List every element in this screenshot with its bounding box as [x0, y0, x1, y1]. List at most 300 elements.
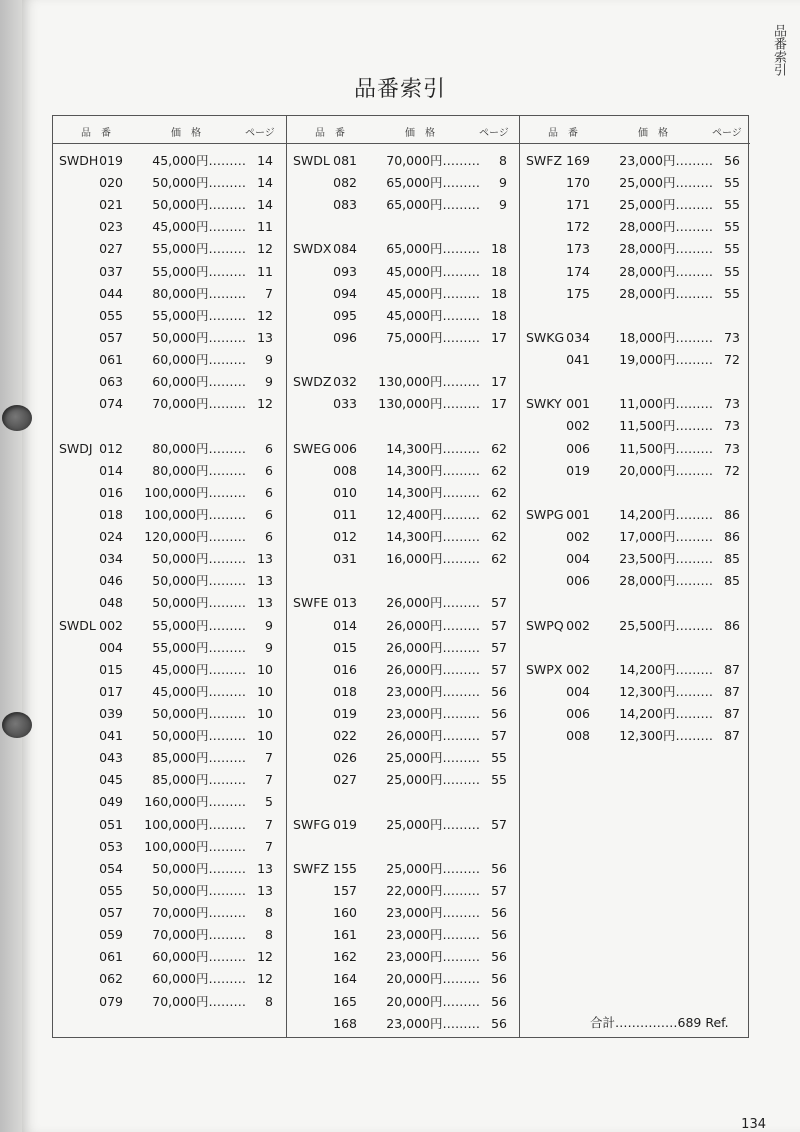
row-page: 12: [257, 971, 273, 987]
row-price: 23,000円………: [386, 1015, 480, 1031]
row-page: 85: [724, 573, 740, 589]
row-num: 055: [99, 307, 123, 323]
row-num: 053: [99, 838, 123, 854]
row-page: 14: [257, 175, 273, 191]
row-prefix: SWPG: [526, 506, 564, 522]
row-num: 013: [333, 595, 357, 611]
row-page: 56: [491, 1015, 507, 1031]
row-num: 174: [566, 263, 590, 279]
row-num: 041: [99, 728, 123, 744]
row-num: 010: [333, 484, 357, 500]
row-page: 62: [491, 462, 507, 478]
row-price: 11,500円………: [619, 418, 713, 434]
row-prefix: SWDL: [293, 153, 330, 168]
row-page: 9: [499, 197, 507, 213]
row-page: 12: [257, 241, 273, 257]
page-number: 134: [741, 1117, 766, 1132]
row-price: 50,000円………: [152, 573, 246, 589]
row-price: 120,000円………: [144, 529, 246, 545]
column-header: [53, 116, 286, 144]
index-row: [520, 195, 750, 215]
row-prefix: SWDZ: [293, 374, 332, 390]
row-num: 082: [333, 175, 357, 191]
index-row: [520, 262, 750, 282]
row-price: 55,000円………: [152, 263, 246, 279]
row-price: 50,000円………: [152, 551, 246, 567]
row-num: 043: [99, 750, 123, 766]
index-row: [520, 527, 750, 547]
index-row: [520, 461, 750, 481]
row-price: 25,500円………: [619, 617, 713, 633]
index-row: [53, 262, 286, 282]
row-num: 055: [99, 882, 123, 898]
row-price: 14,200円………: [619, 706, 713, 721]
row-num: 015: [333, 639, 357, 655]
index-row: [53, 284, 286, 304]
row-page: 17: [491, 374, 507, 390]
index-row: [287, 903, 519, 923]
index-row: [287, 239, 519, 259]
row-num: 004: [566, 551, 590, 567]
side-index-tab: 品番索引: [771, 24, 786, 76]
row-page: 9: [265, 352, 273, 368]
row-num: 157: [333, 882, 357, 898]
row-page: 17: [491, 329, 507, 345]
row-page: 55: [724, 175, 740, 191]
index-row: [287, 682, 519, 702]
row-num: 168: [333, 1015, 357, 1031]
row-num: 061: [99, 352, 123, 368]
row-page: 57: [491, 661, 507, 677]
row-num: 057: [99, 905, 123, 921]
row-num: 011: [333, 506, 357, 522]
row-page: 57: [491, 816, 507, 832]
row-page: 8: [499, 153, 507, 168]
row-price: 26,000円………: [386, 639, 480, 655]
row-price: 12,300円………: [619, 683, 713, 699]
row-num: 021: [99, 197, 123, 213]
row-num: 002: [566, 529, 590, 545]
index-row: [287, 173, 519, 193]
row-page: 87: [724, 706, 740, 721]
row-num: 015: [99, 661, 123, 677]
row-price: 23,000円………: [386, 683, 480, 699]
row-num: 051: [99, 816, 123, 832]
row-num: 044: [99, 285, 123, 301]
row-price: 50,000円………: [152, 706, 246, 721]
row-price: 28,000円………: [619, 285, 713, 301]
row-price: 65,000円………: [386, 175, 480, 191]
row-page: 18: [491, 285, 507, 301]
row-num: 062: [99, 971, 123, 987]
binder-hole: [2, 405, 32, 431]
row-price: 45,000円………: [152, 153, 246, 168]
row-page: 13: [257, 573, 273, 589]
row-page: 8: [265, 993, 273, 1009]
row-page: 62: [491, 529, 507, 545]
row-num: 027: [333, 772, 357, 788]
index-row: [287, 859, 519, 879]
index-row: [287, 328, 519, 348]
row-page: 7: [265, 750, 273, 766]
index-row: [53, 394, 286, 414]
row-num: 171: [566, 197, 590, 213]
index-row: [287, 969, 519, 989]
header-item: 品 番: [315, 128, 345, 139]
row-price: 60,000円………: [152, 949, 246, 965]
row-price: 45,000円………: [386, 285, 480, 301]
index-row: [53, 903, 286, 923]
row-page: 55: [724, 263, 740, 279]
index-row: [520, 726, 750, 746]
row-page: 62: [491, 551, 507, 567]
index-row: [53, 439, 286, 459]
row-price: 70,000円………: [152, 993, 246, 1009]
index-row: [287, 925, 519, 945]
row-page: 6: [265, 484, 273, 500]
row-num: 018: [333, 683, 357, 699]
row-price: 23,000円………: [386, 949, 480, 965]
row-num: 048: [99, 595, 123, 611]
index-row: [53, 726, 286, 746]
index-row: [287, 881, 519, 901]
row-page: 18: [491, 241, 507, 257]
row-num: 033: [333, 396, 357, 412]
index-row: [520, 284, 750, 304]
index-row: [287, 748, 519, 768]
grand-total: 合計……………689 Ref.: [590, 1015, 729, 1030]
index-row: [53, 239, 286, 259]
row-price: 23,000円………: [386, 706, 480, 721]
row-prefix: SWPQ: [526, 617, 564, 633]
row-page: 86: [724, 529, 740, 545]
row-price: 70,000円………: [386, 153, 480, 168]
index-row: [287, 195, 519, 215]
row-price: 12,400円………: [386, 506, 480, 522]
row-prefix: SWDH: [59, 153, 99, 168]
index-row: [520, 549, 750, 569]
row-price: 65,000円………: [386, 197, 480, 213]
index-row: [520, 505, 750, 525]
index-row: [520, 350, 750, 370]
row-price: 25,000円………: [619, 175, 713, 191]
row-price: 85,000円………: [152, 750, 246, 766]
row-num: 074: [99, 396, 123, 412]
row-price: 16,000円………: [386, 551, 480, 567]
row-price: 80,000円………: [152, 285, 246, 301]
index-row: [287, 704, 519, 724]
row-page: 72: [724, 352, 740, 368]
row-num: 006: [566, 573, 590, 589]
column-header: [520, 116, 750, 144]
header-price: 価 格: [638, 128, 668, 139]
row-num: 016: [333, 661, 357, 677]
row-page: 6: [265, 462, 273, 478]
row-num: 019: [333, 816, 357, 832]
row-num: 175: [566, 285, 590, 301]
row-price: 11,500円………: [619, 440, 713, 456]
row-price: 45,000円………: [386, 263, 480, 279]
row-page: 9: [265, 639, 273, 655]
row-num: 170: [566, 175, 590, 191]
row-num: 023: [99, 219, 123, 235]
row-page: 6: [265, 529, 273, 545]
row-price: 60,000円………: [152, 352, 246, 368]
index-row: [520, 151, 750, 171]
row-num: 014: [99, 462, 123, 478]
row-price: 14,300円………: [386, 484, 480, 500]
index-row: [287, 505, 519, 525]
index-row: [53, 483, 286, 503]
row-num: 160: [333, 905, 357, 921]
row-price: 50,000円………: [152, 595, 246, 611]
index-row: [287, 394, 519, 414]
index-row: [287, 992, 519, 1012]
index-row: [53, 859, 286, 879]
row-page: 14: [257, 197, 273, 213]
index-row: [520, 394, 750, 414]
row-page: 9: [265, 617, 273, 633]
row-price: 55,000円………: [152, 307, 246, 323]
index-row: [53, 372, 286, 392]
row-num: 164: [333, 971, 357, 987]
row-price: 20,000円………: [386, 993, 480, 1009]
row-num: 169: [566, 153, 590, 168]
index-row: [53, 461, 286, 481]
row-num: 165: [333, 993, 357, 1009]
row-page: 57: [491, 728, 507, 744]
index-row: [287, 483, 519, 503]
row-page: 8: [265, 905, 273, 921]
column-header: [287, 116, 519, 144]
row-num: 004: [99, 639, 123, 655]
row-page: 13: [257, 860, 273, 876]
row-num: 019: [333, 706, 357, 721]
header-price: 価 格: [405, 128, 435, 139]
row-page: 13: [257, 551, 273, 567]
row-page: 9: [499, 175, 507, 191]
row-price: 11,000円………: [619, 396, 713, 412]
row-price: 25,000円………: [386, 860, 480, 876]
row-prefix: SWKG: [526, 329, 565, 345]
index-row: [53, 195, 286, 215]
header-page: ページ: [479, 128, 509, 139]
row-page: 62: [491, 484, 507, 500]
header-item: 品 番: [548, 128, 578, 139]
index-row: [53, 704, 286, 724]
row-num: 155: [333, 860, 357, 876]
row-price: 50,000円………: [152, 882, 246, 898]
header-price: 価 格: [171, 128, 201, 139]
row-page: 57: [491, 882, 507, 898]
index-row: [520, 217, 750, 237]
row-page: 56: [491, 993, 507, 1009]
row-price: 60,000円………: [152, 971, 246, 987]
row-page: 6: [265, 440, 273, 456]
row-num: 001: [566, 506, 590, 522]
index-row: [53, 660, 286, 680]
index-row: [53, 770, 286, 790]
index-row: [53, 173, 286, 193]
row-price: 55,000円………: [152, 241, 246, 257]
row-num: 061: [99, 949, 123, 965]
row-price: 19,000円………: [619, 352, 713, 368]
row-price: 18,000円………: [619, 329, 713, 345]
row-price: 70,000円………: [152, 905, 246, 921]
index-row: [287, 527, 519, 547]
row-num: 059: [99, 927, 123, 943]
row-page: 9: [265, 374, 273, 390]
row-prefix: SWPX: [526, 661, 563, 677]
row-page: 5: [265, 794, 273, 810]
index-row: [520, 682, 750, 702]
row-page: 87: [724, 683, 740, 699]
row-page: 62: [491, 440, 507, 456]
row-page: 55: [491, 750, 507, 766]
row-price: 14,200円………: [619, 506, 713, 522]
index-row: [53, 925, 286, 945]
index-row: [53, 682, 286, 702]
row-price: 70,000円………: [152, 396, 246, 412]
index-row: [520, 416, 750, 436]
index-row: [53, 505, 286, 525]
row-num: 046: [99, 573, 123, 589]
index-row: [287, 1014, 519, 1034]
index-row: [520, 616, 750, 636]
row-price: 26,000円………: [386, 661, 480, 677]
row-prefix: SWFG: [293, 816, 331, 832]
row-page: 57: [491, 595, 507, 611]
row-price: 100,000円………: [144, 506, 246, 522]
row-price: 45,000円………: [152, 683, 246, 699]
row-num: 079: [99, 993, 123, 1009]
row-page: 73: [724, 418, 740, 434]
row-num: 049: [99, 794, 123, 810]
index-row: [53, 571, 286, 591]
row-num: 057: [99, 329, 123, 345]
row-price: 28,000円………: [619, 573, 713, 589]
row-price: 17,000円………: [619, 529, 713, 545]
index-row: [287, 947, 519, 967]
index-row: [287, 638, 519, 658]
row-num: 014: [333, 617, 357, 633]
row-price: 85,000円………: [152, 772, 246, 788]
row-num: 172: [566, 219, 590, 235]
row-num: 094: [333, 285, 357, 301]
row-num: 006: [566, 706, 590, 721]
row-num: 034: [99, 551, 123, 567]
row-prefix: SWKY: [526, 396, 562, 412]
row-price: 14,200円………: [619, 661, 713, 677]
row-page: 13: [257, 595, 273, 611]
row-page: 18: [491, 263, 507, 279]
row-page: 87: [724, 661, 740, 677]
row-price: 14,300円………: [386, 462, 480, 478]
row-price: 22,000円………: [386, 882, 480, 898]
binder-hole: [2, 712, 32, 738]
row-price: 80,000円………: [152, 440, 246, 456]
row-price: 23,500円………: [619, 551, 713, 567]
row-price: 45,000円………: [152, 661, 246, 677]
row-page: 62: [491, 506, 507, 522]
index-column: [519, 116, 750, 1037]
index-row: [53, 992, 286, 1012]
row-price: 50,000円………: [152, 175, 246, 191]
row-page: 73: [724, 329, 740, 345]
row-price: 50,000円………: [152, 860, 246, 876]
row-prefix: SWEG: [293, 440, 331, 456]
row-page: 17: [491, 396, 507, 412]
header-page: ページ: [245, 128, 275, 139]
row-num: 095: [333, 307, 357, 323]
row-price: 20,000円………: [386, 971, 480, 987]
index-row: [287, 151, 519, 171]
index-row: [53, 969, 286, 989]
row-page: 85: [724, 551, 740, 567]
index-row: [520, 173, 750, 193]
row-page: 10: [257, 661, 273, 677]
row-price: 25,000円………: [386, 750, 480, 766]
index-row: [53, 815, 286, 835]
index-row: [53, 151, 286, 171]
row-num: 083: [333, 197, 357, 213]
row-page: 55: [724, 285, 740, 301]
row-price: 25,000円………: [386, 772, 480, 788]
row-page: 10: [257, 683, 273, 699]
row-prefix: SWFZ: [526, 153, 563, 168]
row-price: 50,000円………: [152, 197, 246, 213]
row-page: 6: [265, 506, 273, 522]
row-price: 14,300円………: [386, 440, 480, 456]
row-page: 7: [265, 285, 273, 301]
index-row: [287, 284, 519, 304]
row-num: 012: [333, 529, 357, 545]
row-price: 28,000円………: [619, 263, 713, 279]
index-row: [53, 638, 286, 658]
row-page: 87: [724, 728, 740, 744]
index-row: [287, 262, 519, 282]
row-num: 032: [333, 374, 357, 390]
row-page: 55: [724, 197, 740, 213]
index-row: [53, 217, 286, 237]
row-num: 173: [566, 241, 590, 257]
row-num: 008: [333, 462, 357, 478]
index-row: [53, 881, 286, 901]
row-page: 14: [257, 153, 273, 168]
page-title: 品番索引: [353, 77, 446, 102]
row-num: 012: [99, 440, 123, 456]
index-column: [286, 116, 519, 1037]
row-page: 56: [724, 153, 740, 168]
row-num: 001: [566, 396, 590, 412]
row-page: 73: [724, 396, 740, 412]
row-prefix: SWFE: [293, 595, 329, 611]
index-table: [52, 115, 749, 1038]
header-page: ページ: [712, 128, 742, 139]
row-price: 28,000円………: [619, 241, 713, 257]
row-page: 56: [491, 706, 507, 721]
index-row: [53, 593, 286, 613]
row-price: 45,000円………: [386, 307, 480, 323]
row-num: 037: [99, 263, 123, 279]
index-row: [287, 549, 519, 569]
row-num: 020: [99, 175, 123, 191]
index-row: [287, 726, 519, 746]
index-row: [520, 571, 750, 591]
row-price: 130,000円………: [378, 396, 480, 412]
row-num: 162: [333, 949, 357, 965]
index-row: [520, 328, 750, 348]
